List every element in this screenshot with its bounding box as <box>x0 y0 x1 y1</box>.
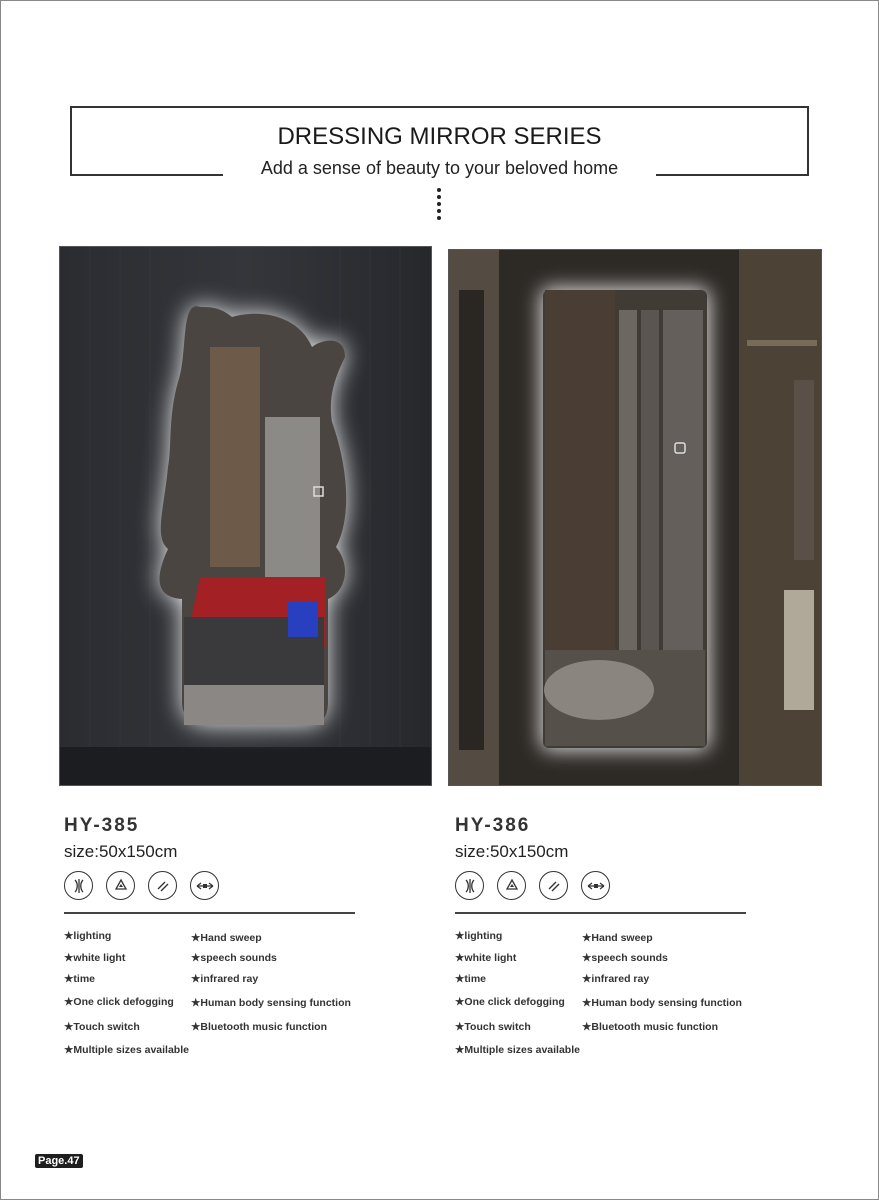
defog-icon <box>148 871 177 900</box>
feature-item: ★Bluetooth music function <box>191 1021 327 1033</box>
page-number: Page.47 <box>35 1154 83 1168</box>
feature-item: ★Touch switch <box>64 1021 140 1033</box>
feature-item: ★Bluetooth music function <box>582 1021 718 1033</box>
feature-item: ★Human body sensing function <box>191 997 351 1009</box>
recycle-icon <box>497 871 526 900</box>
arrows-icon <box>190 871 219 900</box>
product-model-hy-385: HY-385 <box>64 815 140 836</box>
feature-item: ★lighting <box>455 930 503 942</box>
product-size-hy-386: size:50x150cm <box>455 842 569 861</box>
feature-item: ★white light <box>455 952 517 964</box>
feature-icons-hy-385 <box>64 871 219 900</box>
feature-item: ★Human body sensing function <box>582 997 742 1009</box>
feature-item: ★speech sounds <box>191 952 277 964</box>
brightness-icon <box>455 871 484 900</box>
product-size-hy-385: size:50x150cm <box>64 842 178 861</box>
feature-item: ★Touch switch <box>455 1021 531 1033</box>
feature-icons-hy-386 <box>455 871 610 900</box>
divider-dots <box>436 188 442 223</box>
page-title: DRESSING MIRROR SERIES <box>277 123 602 150</box>
brightness-icon <box>64 871 93 900</box>
feature-item: ★time <box>64 973 96 985</box>
feature-item: ★Hand sweep <box>582 932 653 944</box>
arrows-icon <box>581 871 610 900</box>
feature-divider-hy-385 <box>64 912 355 914</box>
feature-item: ★white light <box>64 952 126 964</box>
feature-item: ★Multiple sizes available <box>64 1044 189 1056</box>
feature-item: ★infrared ray <box>191 973 259 985</box>
feature-item: ★infrared ray <box>582 973 650 985</box>
product-model-hy-386: HY-386 <box>455 815 531 836</box>
page-subtitle: Add a sense of beauty to your beloved home <box>260 158 619 178</box>
feature-divider-hy-386 <box>455 912 746 914</box>
feature-item: ★One click defogging <box>455 996 565 1008</box>
feature-item: ★One click defogging <box>64 996 174 1008</box>
product-photo-hy-385 <box>59 246 432 786</box>
feature-item: ★Multiple sizes available <box>455 1044 580 1056</box>
product-photo-hy-386 <box>448 249 822 786</box>
feature-item: ★lighting <box>64 930 112 942</box>
feature-item: ★time <box>455 973 487 985</box>
defog-icon <box>539 871 568 900</box>
recycle-icon <box>106 871 135 900</box>
feature-item: ★Hand sweep <box>191 932 262 944</box>
feature-item: ★speech sounds <box>582 952 668 964</box>
